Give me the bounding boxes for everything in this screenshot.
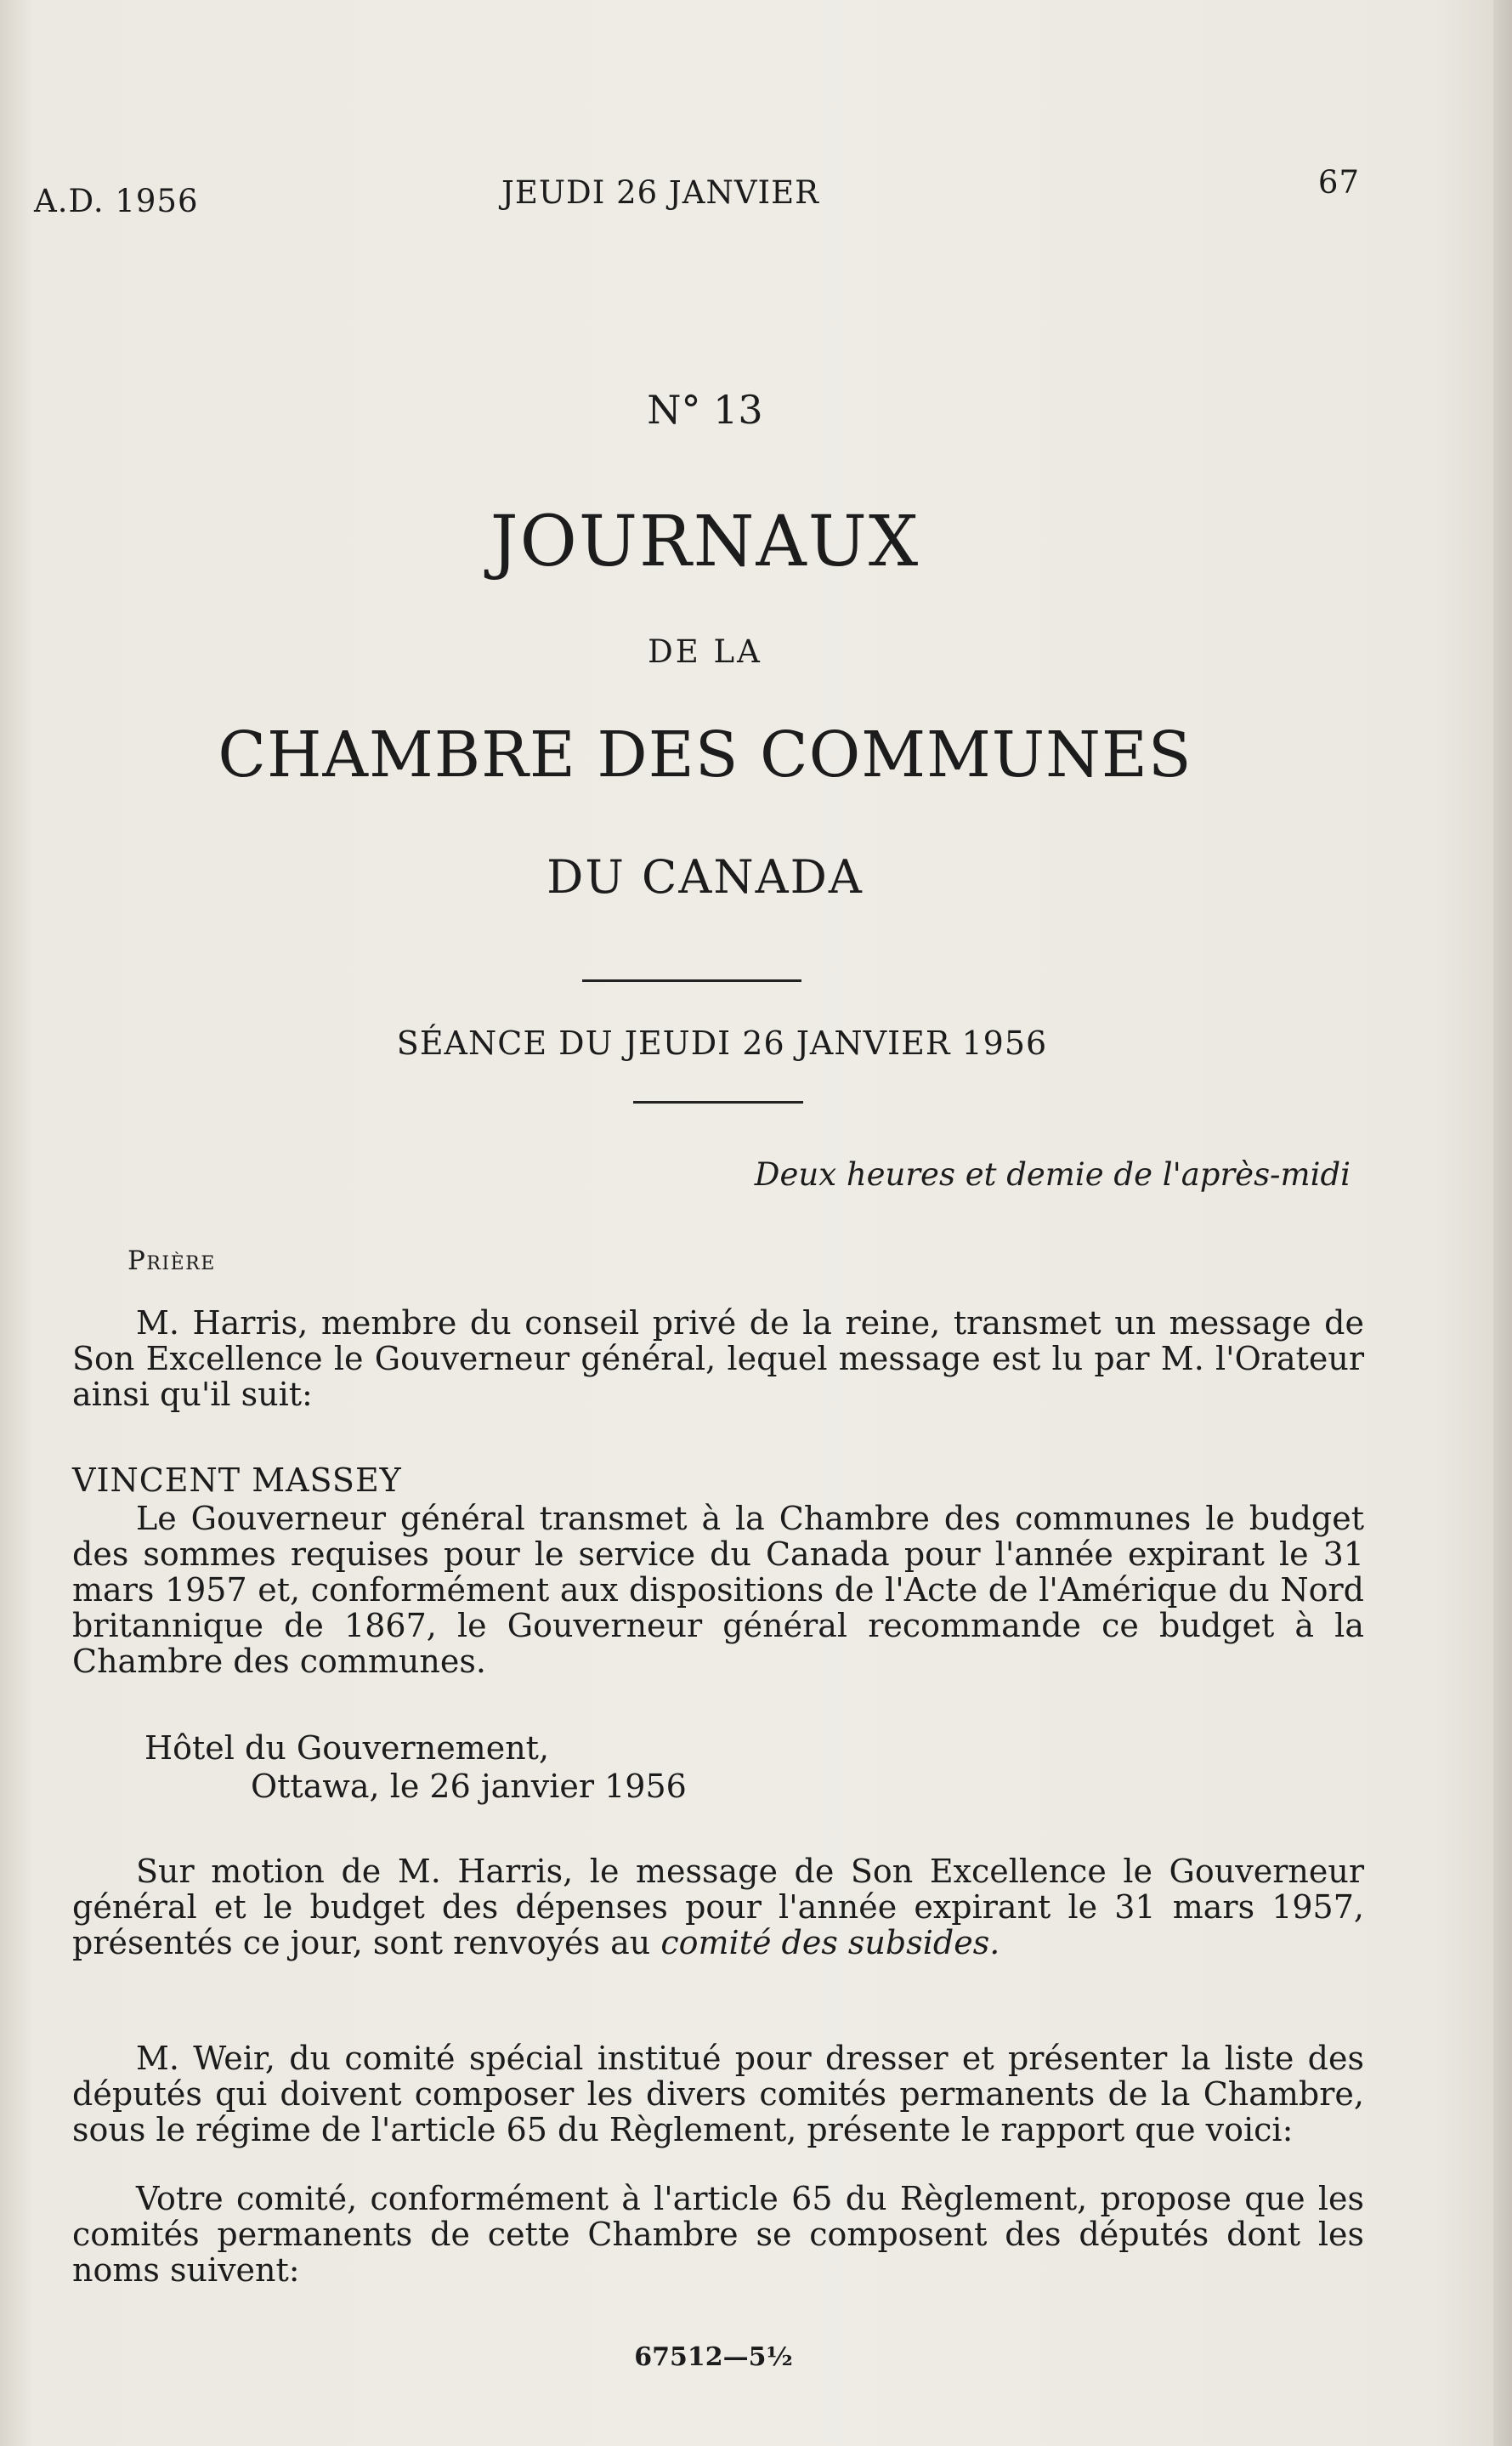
- chamber-name: CHAMBRE DES COMMUNES: [218, 718, 1192, 792]
- motion-text: Sur motion de M. Harris, le message de Son Excellence le Gouverneur général et le budget des dépenses pour l'année expirant le 31 mars 1957, présentés ce jour, sont renvoyés au: [72, 1853, 1364, 1961]
- journal-number: N° 13: [647, 387, 763, 433]
- country-name: DU CANADA: [546, 850, 864, 904]
- journal-title: JOURNAUX: [490, 502, 920, 582]
- printer-signature: 67512—5½: [634, 2342, 793, 2372]
- paragraph-message: M. Harris, membre du conseil privé de la reine, transmet un message de Son Excellence le Gouverneur général, lequel message est lu par M. l'Orateur ainsi qu'il suit:: [72, 1304, 1364, 1413]
- prayer-heading: Prière: [127, 1246, 216, 1276]
- date-line: Ottawa, le 26 janvier 1956: [251, 1768, 687, 1805]
- title-connector: DE LA: [648, 633, 762, 670]
- running-head-year: A.D. 1956: [34, 183, 199, 219]
- page-number: 67: [1317, 164, 1360, 201]
- signature: VINCENT MASSEY: [72, 1461, 402, 1499]
- running-head-date: JEUDI 26 JANVIER: [501, 174, 820, 211]
- paragraph-report: M. Weir, du comité spécial institué pour dresser et présenter la liste des députés qui doivent composer les divers comités permanents de la Chambre, sous le régime de l'article 65 du Règlement, présente le rapport que voici:: [72, 2040, 1364, 2148]
- sitting-time: Deux heures et demie de l'après-midi: [754, 1156, 1351, 1193]
- running-head: [34, 164, 1360, 225]
- place-line: Hôtel du Gouvernement,: [144, 1729, 550, 1767]
- paragraph-committee: Votre comité, conformément à l'article 65 du Règlement, propose que les comités permanents de cette Chambre se composent des députés dont les noms suivent:: [72, 2180, 1364, 2289]
- divider: [633, 1101, 803, 1104]
- page-edge: [1493, 0, 1512, 2446]
- divider: [582, 979, 801, 982]
- paragraph-motion: [72, 1853, 1364, 1961]
- motion-committee: comité des subsides.: [660, 1924, 1000, 1961]
- sitting-heading: SÉANCE DU JEUDI 26 JANVIER 1956: [396, 1024, 1048, 1062]
- paragraph-budget: Le Gouverneur général transmet à la Chambre des communes le budget des sommes requises pour le service du Canada pour l'année expirant le 31 mars 1957 et, conformément aux dispositions de l'Acte de l'Amérique du Nord britannique de 1867, le Gouverneur général recommande ce budget à la Chambre des communes.: [72, 1500, 1364, 1680]
